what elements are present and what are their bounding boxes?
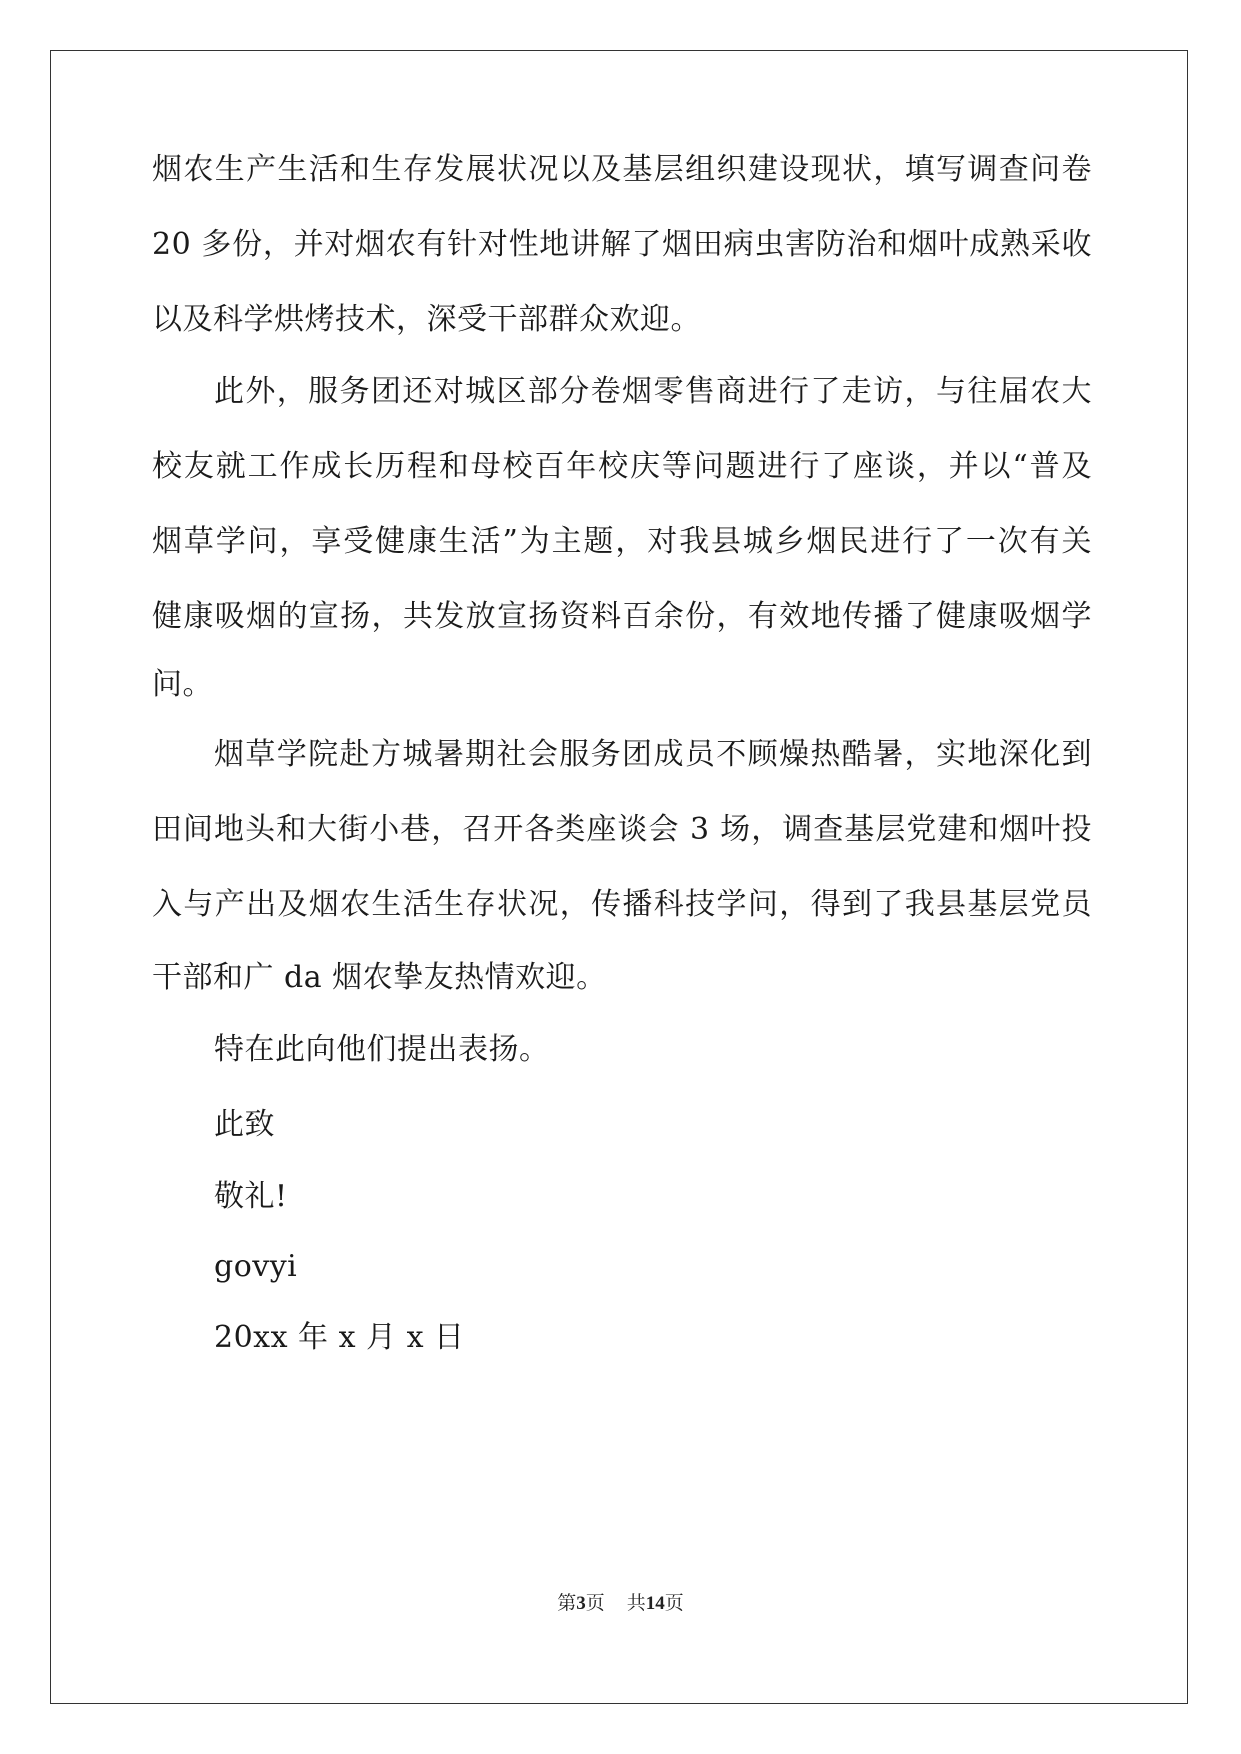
paragraph-line: 烟草学问，享受健康生活”为主题，对我县城乡烟民进行了一次有关 [152,524,1092,559]
paragraph-line: 烟草学院赴方城暑期社会服务团成员不顾燥热酷暑，实地深化到 [214,737,1092,772]
total-suffix: 页 [664,1593,684,1614]
page-prefix: 第 [557,1593,577,1614]
paragraph-line: 健康吸烟的宣扬，共发放宣扬资料百余份，有效地传播了健康吸烟学 [152,599,1092,634]
paragraph-line: 此外，服务团还对城区部分卷烟零售商进行了走访，与往届农大 [214,374,1092,409]
paragraph-line: 以及科学烘烤技术，深受干部群众欢迎。 [152,302,701,337]
paragraph-line: 田间地头和大街小巷，召开各类座谈会 3 场，调查基层党建和烟叶投 [152,812,1092,847]
closing-line: 敬礼! [214,1179,288,1214]
commendation-line: 特在此向他们提出表扬。 [214,1032,550,1067]
page-border [50,50,1188,1704]
paragraph-line: 20 多份，并对烟农有针对性地讲解了烟田病虫害防治和烟叶成熟采收 [152,227,1092,262]
paragraph-line: 干部和广 da 烟农挚友热情欢迎。 [152,960,607,995]
paragraph-line: 校友就工作成长历程和母校百年校庆等问题进行了座谈，并以“普及 [152,449,1092,484]
total-pages: 14 [645,1593,665,1614]
page-footer [0,1592,1241,1616]
paragraph-line: 入与产出及烟农生活生存状况，传播科技学问，得到了我县基层党员 [152,887,1092,922]
paragraph-line: 烟农生产生活和生存发展状况以及基层组织建设现状，填写调查问卷 [152,152,1092,187]
date-line: 20xx 年 x 月 x 日 [214,1320,465,1355]
paragraph-line: 问。 [152,667,213,702]
page-suffix: 页 [585,1593,605,1614]
salutation-line: 此致 [214,1107,275,1142]
page-number: 3 [576,1593,586,1614]
signature-line: govyi [214,1249,298,1284]
total-prefix: 共 [626,1593,646,1614]
